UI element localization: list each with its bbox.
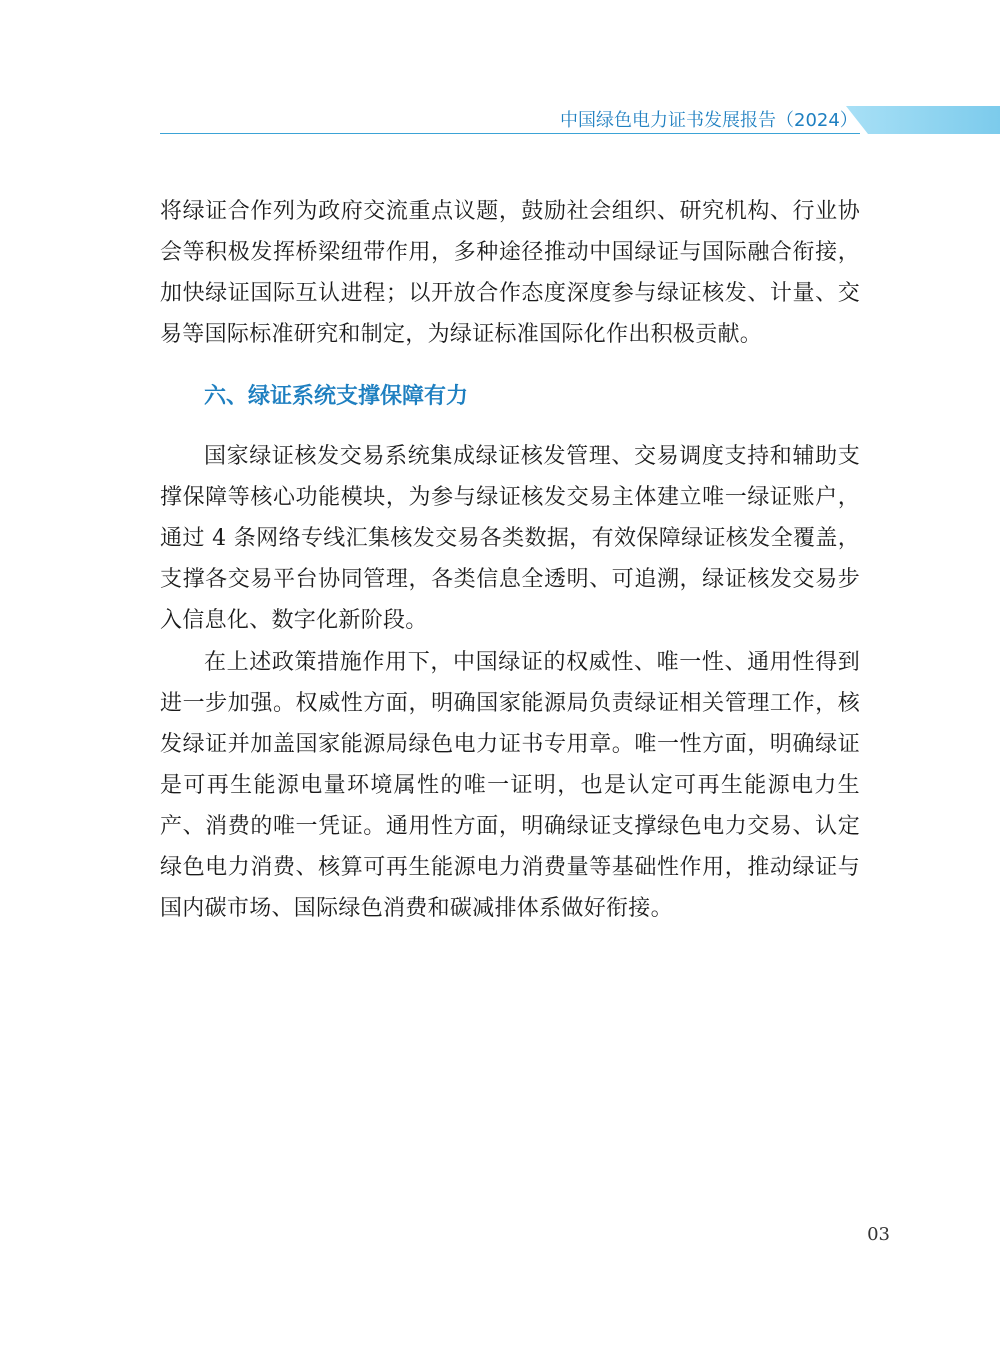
paragraph-3: 在上述政策措施作用下，中国绿证的权威性、唯一性、通用性得到进一步加强。权威性方面，明确国家能源局负责绿证相关管理工作，核发绿证并加盖国家能源局绿色电力证书专用章。唯一性方面，明确绿证是可再生能源电量环境属性的唯一证明，也是认定可再生能源电力生产、消费的唯一凭证。通用性方面，明确绿证支撑绿色电力交易、认定绿色电力消费、核算可再生能源电力消费量等基础性作用，推动绿证与国内碳市场、国际绿色消费和碳减排体系做好衔接。 [160, 650, 860, 921]
section-heading: 六、绿证系统支撑保障有力 [204, 384, 469, 409]
paragraph-1: 将绿证合作列为政府交流重点议题，鼓励社会组织、研究机构、行业协会等积极发挥桥梁纽带作用，多种途径推动中国绿证与国际融合衔接，加快绿证国际互认进程；以开放合作态度深度参与绿证核发、计量、交易等国际标准研究和制定，为绿证标准国际化作出积极贡献。 [160, 199, 860, 347]
header-decorative-band [846, 106, 1000, 134]
running-header-title: 中国绿色电力证书发展报告（2024） [560, 110, 858, 131]
paragraph-2: 国家绿证核发交易系统集成绿证核发管理、交易调度支持和辅助支撑保障等核心功能模块，为参与绿证核发交易主体建立唯一绿证账户，通过 4 条网络专线汇集核发交易各类数据，有效保障绿证核发全覆盖，支撑各交易平台协同管理，各类信息全透明、可追溯，绿证核发交易步入信息化、数字化新阶段。 [160, 444, 860, 633]
page-number: 03 [867, 1224, 890, 1245]
